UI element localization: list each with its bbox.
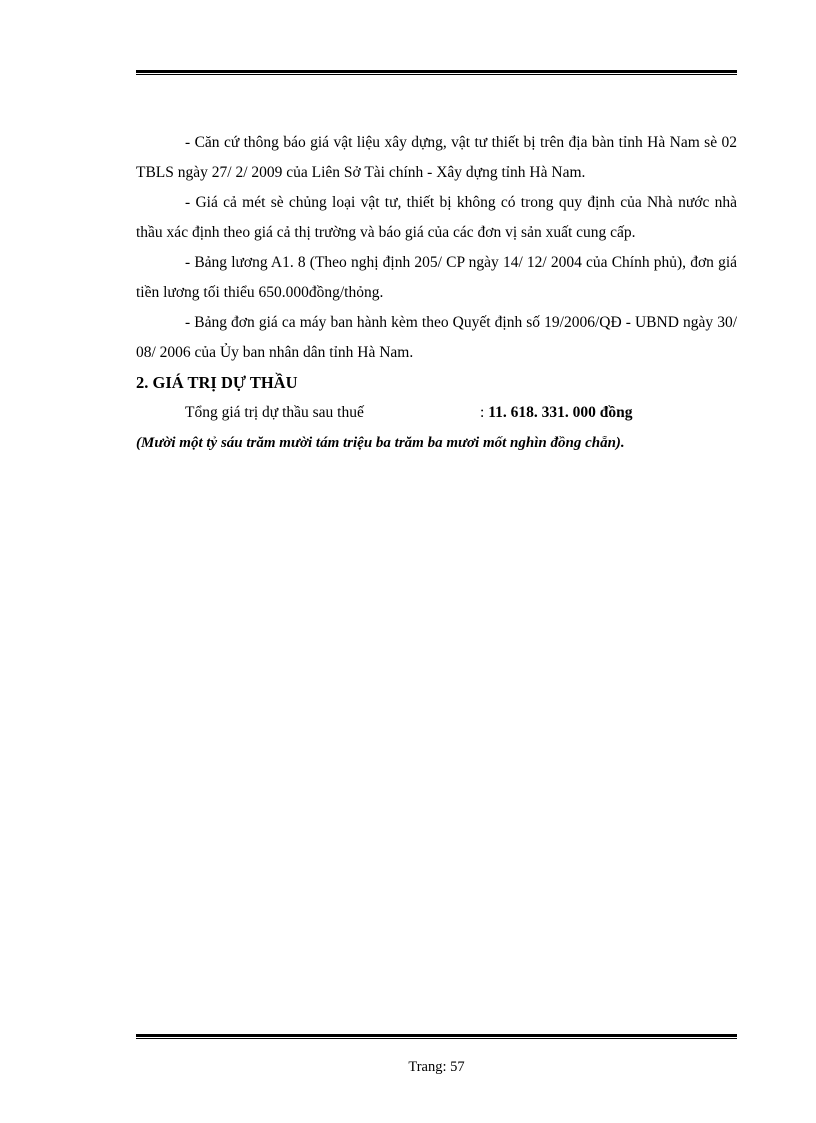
paragraph-material-prices: - Căn cứ thông báo giá vật liệu xây dựng, vật tư thiết bị trên địa bàn tỉnh Hà Nam sè 02 TBLS ngày 27/ 2/ 2009 của Liên Sở Tài chính - Xây dựng tỉnh Hà Nam. xyxy=(136,134,737,181)
paragraph-market-prices: - Giá cả mét sè chủng loại vật tư, thiết bị không có trong quy định của Nhà nước nhà thầu xác định theo giá cả thị trường và báo giá của các đơn vị sản xuất cung cấp. xyxy=(136,194,737,241)
amount-in-words: (Mười một tỷ sáu trăm mười tám triệu ba trăm ba mươi mốt nghìn đồng chẵn). xyxy=(136,435,625,451)
total-bid-label: Tổng giá trị dự thầu sau thuế xyxy=(185,404,364,421)
total-bid-value: 11. 618. 331. 000 đồng xyxy=(488,404,633,421)
footer-rule xyxy=(136,1034,737,1039)
page-number: Trang: 57 xyxy=(408,1059,465,1075)
page-body xyxy=(136,128,737,458)
paragraph-machine-rates: - Bảng đơn giá ca máy ban hành kèm theo Quyết định số 19/2006/QĐ - UBND ngày 30/ 08/ 2006 của Ủy ban nhân dân tỉnh Hà Nam. xyxy=(136,314,737,361)
total-bid-separator: : xyxy=(480,404,485,421)
header-rule xyxy=(136,70,737,75)
total-bid-line xyxy=(136,398,737,428)
section-heading: 2. GIÁ TRỊ DỰ THẦU xyxy=(136,373,298,392)
paragraph-salary-table: - Bảng lương A1. 8 (Theo nghị định 205/ CP ngày 14/ 12/ 2004 của Chính phủ), đơn giá tiền lương tối thiểu 650.000đồng/thỏng. xyxy=(136,254,737,301)
